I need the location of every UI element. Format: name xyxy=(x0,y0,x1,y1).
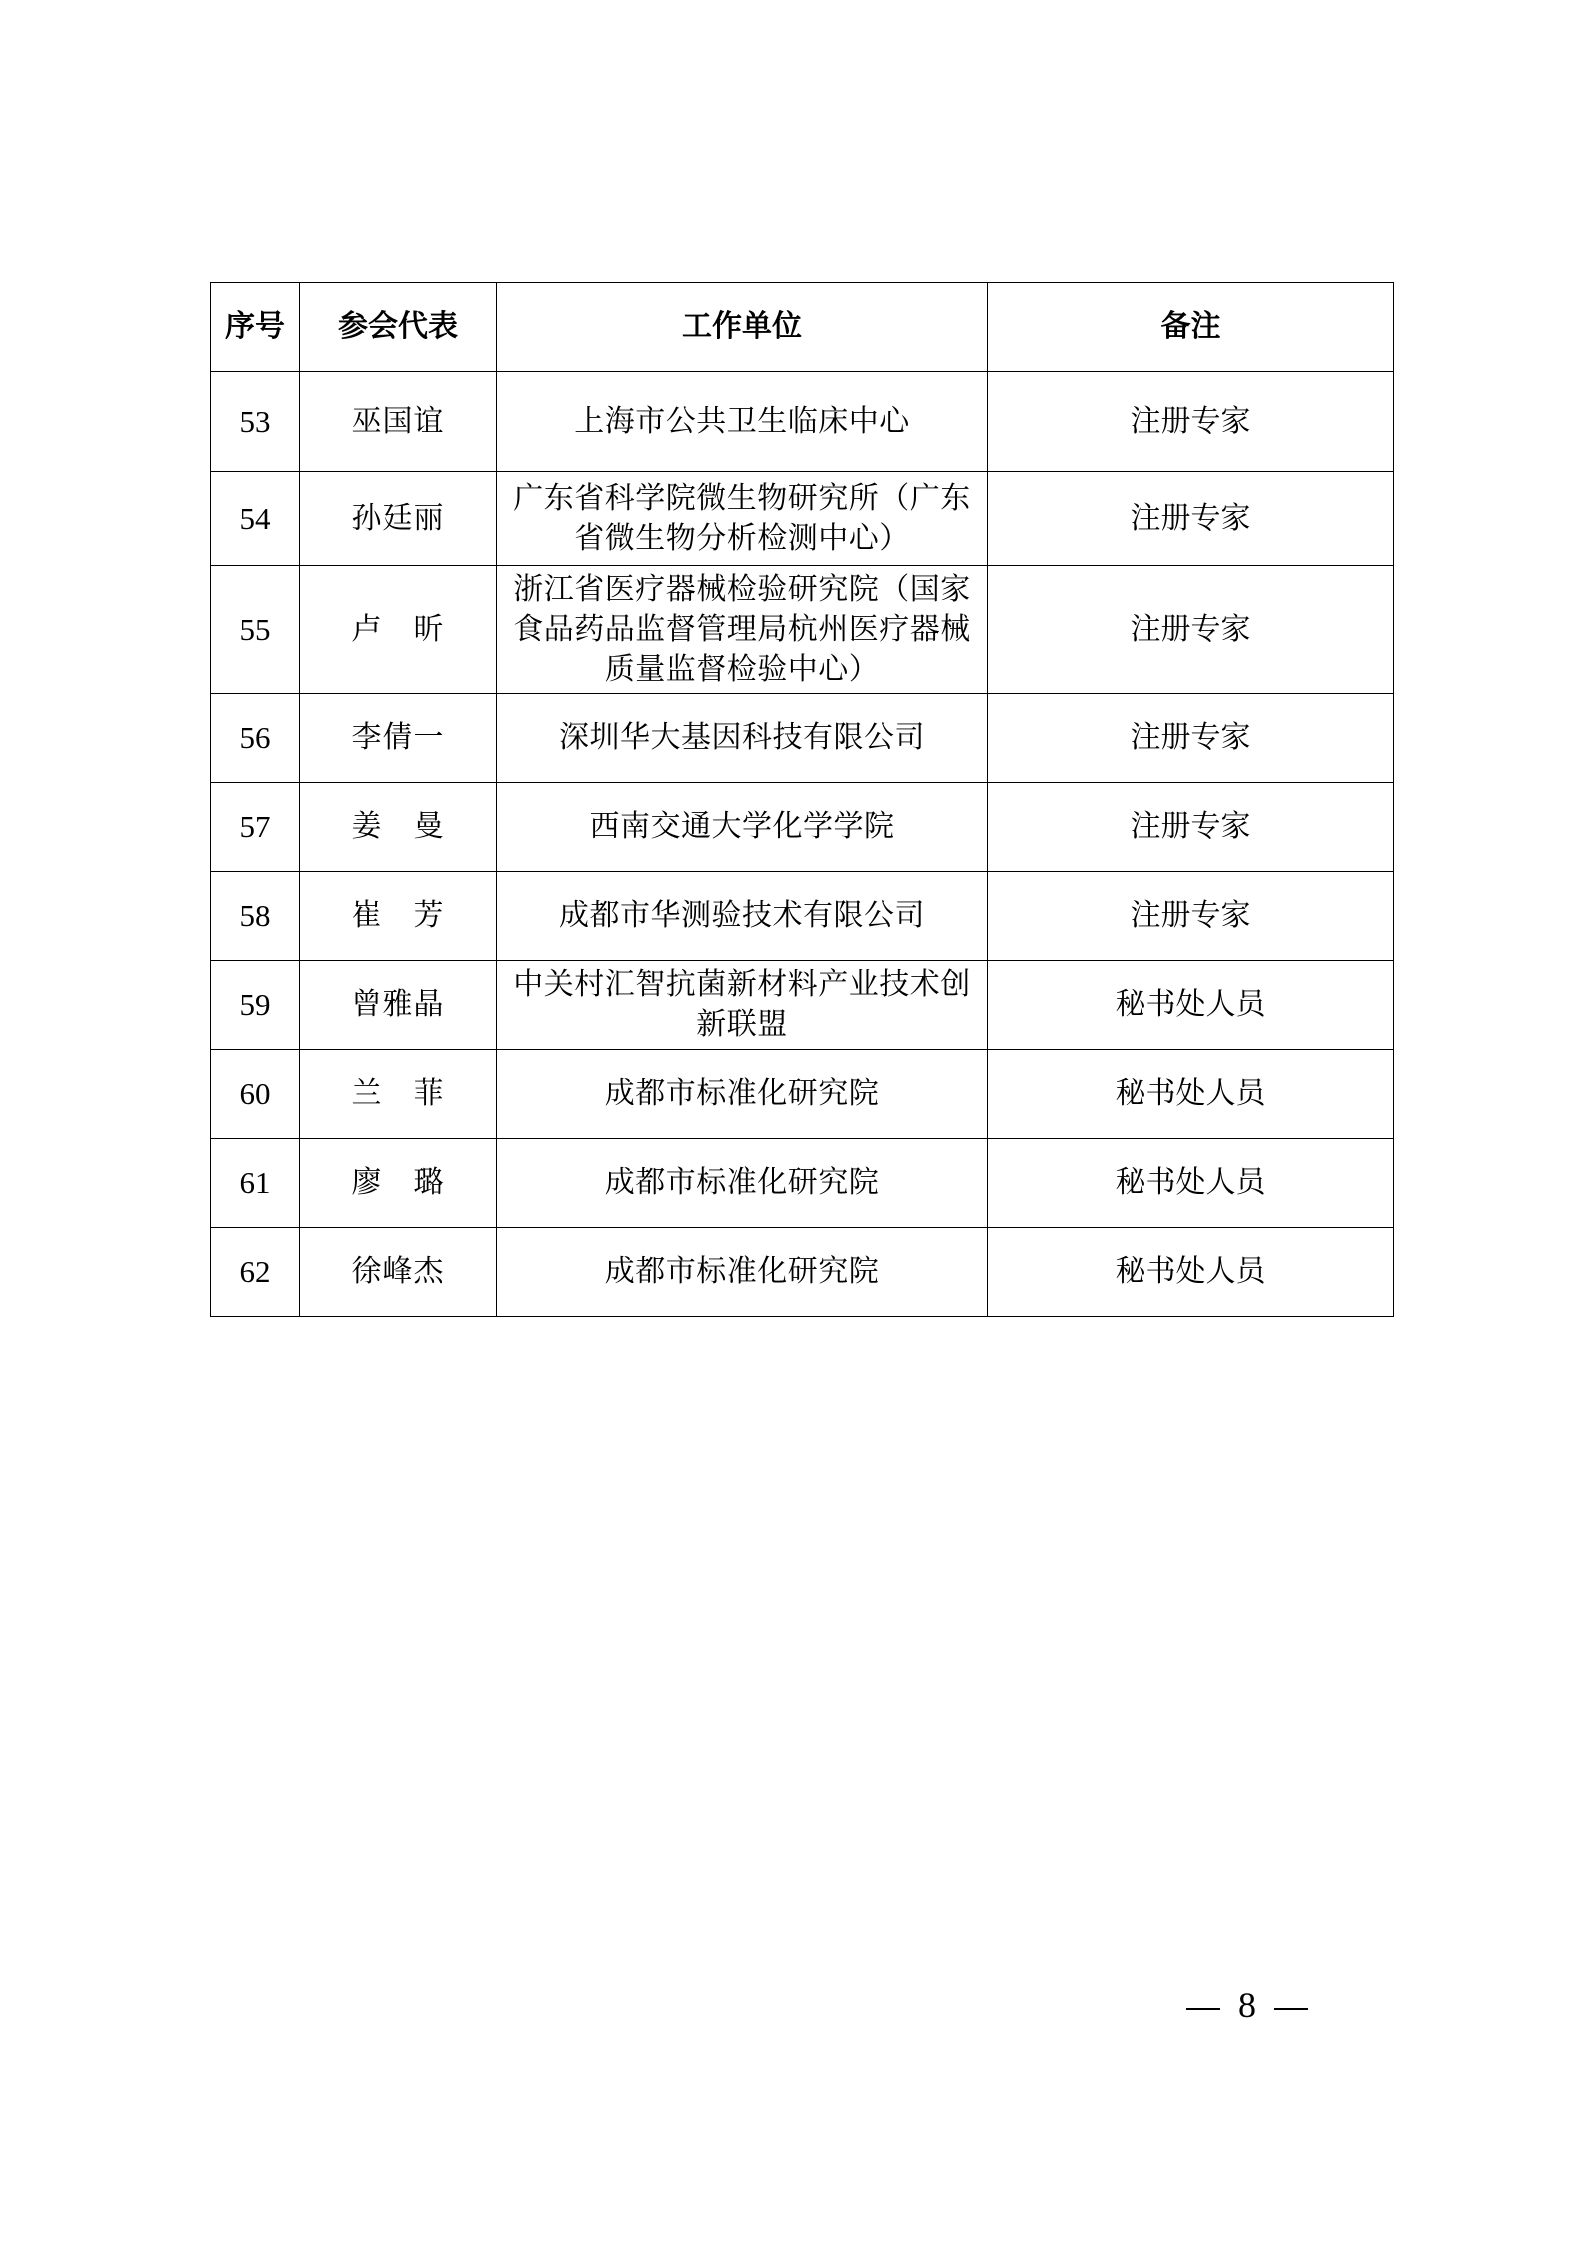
table-header-row xyxy=(211,283,1394,372)
row-remark: 注册专家 xyxy=(988,472,1394,566)
row-remark: 注册专家 xyxy=(988,872,1394,961)
row-attendee-name: 巫国谊 xyxy=(300,372,497,472)
row-serial-number: 55 xyxy=(211,566,300,694)
row-remark: 注册专家 xyxy=(988,694,1394,783)
row-attendee-name: 姜 曼 xyxy=(300,783,497,872)
row-attendee-name: 崔 芳 xyxy=(300,872,497,961)
row-work-unit: 上海市公共卫生临床中心 xyxy=(497,372,988,472)
row-attendee-name: 兰 菲 xyxy=(300,1050,497,1139)
row-serial-number: 53 xyxy=(211,372,300,472)
table-row xyxy=(211,372,1394,472)
row-serial-number: 57 xyxy=(211,783,300,872)
header-serial-number: 序号 xyxy=(211,283,300,372)
row-remark: 秘书处人员 xyxy=(988,1139,1394,1228)
row-work-unit: 深圳华大基因科技有限公司 xyxy=(497,694,988,783)
table-row xyxy=(211,961,1394,1050)
row-work-unit: 成都市华测验技术有限公司 xyxy=(497,872,988,961)
row-remark: 秘书处人员 xyxy=(988,1228,1394,1317)
header-attendee: 参会代表 xyxy=(300,283,497,372)
row-remark: 秘书处人员 xyxy=(988,1050,1394,1139)
page-number-left-dash xyxy=(1186,2008,1220,2010)
row-remark: 注册专家 xyxy=(988,372,1394,472)
row-serial-number: 61 xyxy=(211,1139,300,1228)
page-number-value: 8 xyxy=(1238,1985,1256,2025)
row-attendee-name: 徐峰杰 xyxy=(300,1228,497,1317)
row-serial-number: 56 xyxy=(211,694,300,783)
table-row xyxy=(211,783,1394,872)
table-row xyxy=(211,694,1394,783)
table-row xyxy=(211,472,1394,566)
row-attendee-name: 李倩一 xyxy=(300,694,497,783)
header-remark: 备注 xyxy=(988,283,1394,372)
table-row xyxy=(211,1228,1394,1317)
row-work-unit: 成都市标准化研究院 xyxy=(497,1139,988,1228)
row-remark: 秘书处人员 xyxy=(988,961,1394,1050)
row-work-unit: 中关村汇智抗菌新材料产业技术创新联盟 xyxy=(497,961,988,1050)
table-row xyxy=(211,1139,1394,1228)
row-serial-number: 60 xyxy=(211,1050,300,1139)
row-work-unit: 成都市标准化研究院 xyxy=(497,1050,988,1139)
row-attendee-name: 孙廷丽 xyxy=(300,472,497,566)
page-number-right-dash xyxy=(1274,2008,1308,2010)
page-number xyxy=(1186,1983,1308,2027)
header-work-unit: 工作单位 xyxy=(497,283,988,372)
row-remark: 注册专家 xyxy=(988,783,1394,872)
row-work-unit: 广东省科学院微生物研究所（广东省微生物分析检测中心） xyxy=(497,472,988,566)
row-serial-number: 62 xyxy=(211,1228,300,1317)
row-serial-number: 58 xyxy=(211,872,300,961)
table-row xyxy=(211,1050,1394,1139)
row-work-unit: 西南交通大学化学学院 xyxy=(497,783,988,872)
row-serial-number: 59 xyxy=(211,961,300,1050)
row-attendee-name: 卢 昕 xyxy=(300,566,497,694)
row-attendee-name: 曾雅晶 xyxy=(300,961,497,1050)
row-attendee-name: 廖 璐 xyxy=(300,1139,497,1228)
table-row xyxy=(211,872,1394,961)
attendee-table xyxy=(210,282,1394,1317)
row-work-unit: 成都市标准化研究院 xyxy=(497,1228,988,1317)
row-remark: 注册专家 xyxy=(988,566,1394,694)
row-work-unit: 浙江省医疗器械检验研究院（国家食品药品监督管理局杭州医疗器械质量监督检验中心） xyxy=(497,566,988,694)
row-serial-number: 54 xyxy=(211,472,300,566)
table-row xyxy=(211,566,1394,694)
